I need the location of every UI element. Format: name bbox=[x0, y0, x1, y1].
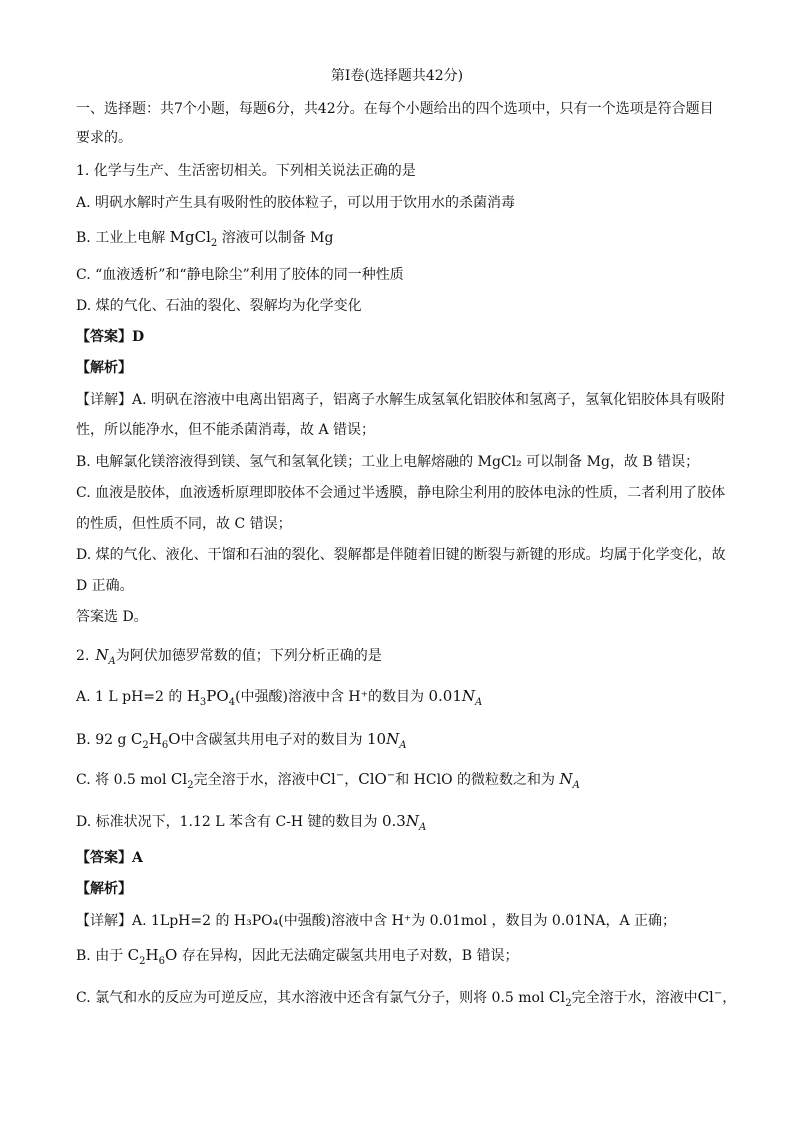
avogadro-symbol: $N_A$ bbox=[95, 646, 116, 667]
formula-c2h6o: $C_2H_6O$ bbox=[130, 730, 181, 751]
q2-option-a: A. 1 L pH=2 的 $H_3PO_4$(中强酸)溶液中含 H⁺的数目为 $0.01N_A$ bbox=[76, 687, 483, 708]
q1-option-b-text: B. 工业上电解 bbox=[76, 230, 166, 246]
q1-detail-line: D. 煤的气化、液化、干馏和石油的裂化、裂解都是伴随着旧键的断裂与新键的形成。均属于化学变化，故 bbox=[76, 547, 726, 563]
instructions-line-1: 一、选择题：共7个小题，每题6分，共42分。在每个小题给出的四个选项中，只有一个选项是符合题目 bbox=[76, 101, 714, 117]
instructions-line-2: 要求的。 bbox=[76, 130, 132, 146]
q2-answer: 【答案】A bbox=[76, 850, 143, 866]
q1-option-b-formula: MgCl$_2$ bbox=[169, 228, 218, 249]
q2-detail-line: C. 氯气和水的反应为可逆反应，其水溶液中还含有氯气分子，则将 0.5 mol $Cl_2$完全溶于水，溶液中Cl−， bbox=[76, 988, 737, 1009]
q1-analysis-heading: 【解析】 bbox=[76, 360, 132, 376]
q2-option-d: D. 标准状况下，1.12 L 苯含有 C-H 键的数目为 $0.3N_A$ bbox=[76, 812, 427, 833]
q2-detail-line: 【详解】A. 1LpH=2 的 H₃PO₄(中强酸)溶液中含 H⁺为 0.01mol ，数目为 0.01NA，A 正确； bbox=[76, 913, 677, 929]
section-title: 第Ⅰ卷(选择题共42分) bbox=[330, 68, 464, 84]
q1-detail-line: 的性质，但性质不同，故 C 错误； bbox=[76, 516, 292, 532]
q1-detail-line: 性，所以能净水，但不能杀菌消毒，故 A 错误； bbox=[76, 422, 376, 438]
q1-detail-line: D 正确。 bbox=[76, 578, 134, 594]
q1-option-a: A. 明矾水解时产生具有吸附性的胶体粒子，可以用于饮用水的杀菌消毒 bbox=[76, 195, 516, 211]
q2-stem: 2. $N_A$为阿伏加德罗常数的值；下列分析正确的是 bbox=[76, 646, 382, 667]
q1-detail-line: C. 血液是胶体，血液透析原理即胶体不会通过半透膜，静电除尘利用的胶体电泳的性质，二者利用了胶体 bbox=[76, 485, 726, 501]
q1-answer: 【答案】D bbox=[76, 329, 145, 345]
formula-h3po4: $H_3PO_4$ bbox=[186, 687, 236, 708]
q2-option-c: C. 将 0.5 mol $Cl_2$完全溶于水，溶液中Cl−，ClO−和 HClO 的微粒数之和为 $N_A$ bbox=[76, 770, 580, 791]
q2-analysis-heading: 【解析】 bbox=[76, 881, 132, 897]
q1-detail-line: B. 电解氯化镁溶液得到镁、氢气和氢氧化镁；工业上电解熔融的 MgCl₂ 可以制备 Mg，故 B 错误； bbox=[76, 454, 700, 470]
q2-detail-line: B. 由于 $C_2H_6O$ 存在异构，因此无法确定碳氢共用电子对数，B 错误； bbox=[76, 946, 519, 967]
q1-option-c: C. “血液透析”和“静电除尘”利用了胶体的同一种性质 bbox=[76, 267, 404, 283]
q1-option-d: D. 煤的气化、石油的裂化、裂解均为化学变化 bbox=[76, 298, 362, 314]
q1-stem: 1. 化学与生产、生活密切相关。下列相关说法正确的是 bbox=[76, 163, 416, 179]
q1-final-answer: 答案选 D。 bbox=[76, 609, 148, 625]
q2-option-b: B. 92 g $C_2H_6O$中含碳氢共用电子对的数目为 $10N_A$ bbox=[76, 730, 407, 751]
q1-option-b-text-end: 溶液可以制备 Mg bbox=[221, 230, 334, 246]
q1-option-b bbox=[76, 227, 333, 248]
q1-detail-line: 【详解】A. 明矾在溶液中电离出铝离子，铝离子水解生成氢氧化铝胶体和氢离子，氢氧化铝胶体具有吸附 bbox=[76, 392, 726, 408]
